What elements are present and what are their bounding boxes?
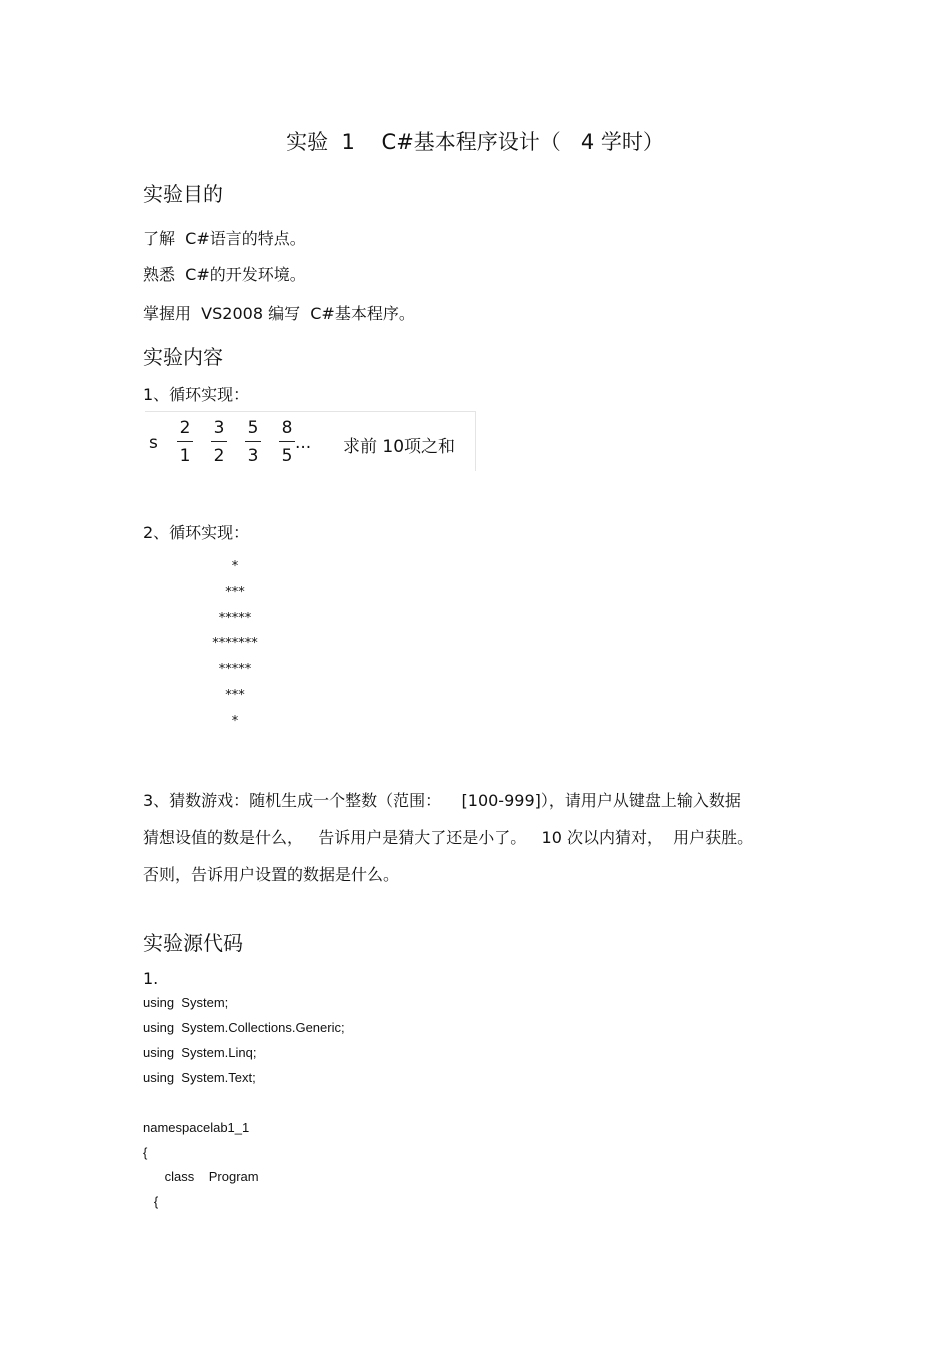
purpose-item: 掌握用 VS2008 编写 C#基本程序。 [143,304,415,323]
code-line: using System.Text; [143,1070,256,1085]
task2-label: 2、循环实现： [143,523,250,542]
star-row: ******* [212,636,258,651]
heading-source: 实验源代码 [143,931,243,955]
formula-s: s [149,433,158,453]
heading-content: 实验内容 [143,345,223,369]
fraction [279,418,295,466]
fraction-denominator: 5 [281,446,293,466]
purpose-item: 了解 C#语言的特点。 [143,229,306,248]
fraction-bar [211,441,227,442]
source-number: 1. [143,969,159,988]
code-line: namespacelab1_1 [143,1120,250,1135]
code-line: class Program [143,1169,259,1184]
task3-line: 否则，告诉用户设置的数据是什么。 [143,865,400,884]
fraction-denominator: 1 [179,446,191,466]
fraction-denominator: 2 [213,446,225,466]
fraction-numerator: 2 [179,418,191,438]
fraction-numerator: 5 [247,418,259,438]
task3-line: 3、猜数游戏：随机生成一个整数（范围： [100-999]），请用户从键盘上输入数据 [143,791,741,810]
formula-note: 求前 10项之和 [343,437,456,457]
star-row: *** [225,688,245,703]
code-line: { [143,1145,148,1160]
star-row: ***** [218,662,252,677]
code-line: using System; [143,995,229,1010]
fraction-denominator: 3 [247,446,259,466]
fraction [211,418,227,466]
fraction-numerator: 3 [213,418,225,438]
fraction [177,418,193,466]
fraction-numerator: 8 [281,418,293,438]
star-row: * [231,714,239,729]
code-line: using System.Linq; [143,1045,257,1060]
code-line: { [143,1194,159,1209]
fraction-bar [279,441,295,442]
fraction-bar [177,441,193,442]
task3-line: 猜想设值的数是什么， 告诉用户是猜大了还是小了。 10 次以内猜对， 用户获胜。 [143,828,754,847]
purpose-item: 熟悉 C#的开发环境。 [143,265,306,284]
task1-label: 1、循环实现： [143,385,250,404]
fraction [245,418,261,466]
series-formula [145,411,476,471]
star-row: * [231,559,239,574]
star-row: ***** [218,611,252,626]
code-line: using System.Collections.Generic; [143,1020,345,1035]
heading-purpose: 实验目的 [143,182,223,206]
fraction-bar [245,441,261,442]
formula-ellipsis: ... [295,433,312,453]
star-row: *** [225,585,245,600]
document-title: 实验 1 C#基本程序设计（ 4 学时） [286,130,664,154]
